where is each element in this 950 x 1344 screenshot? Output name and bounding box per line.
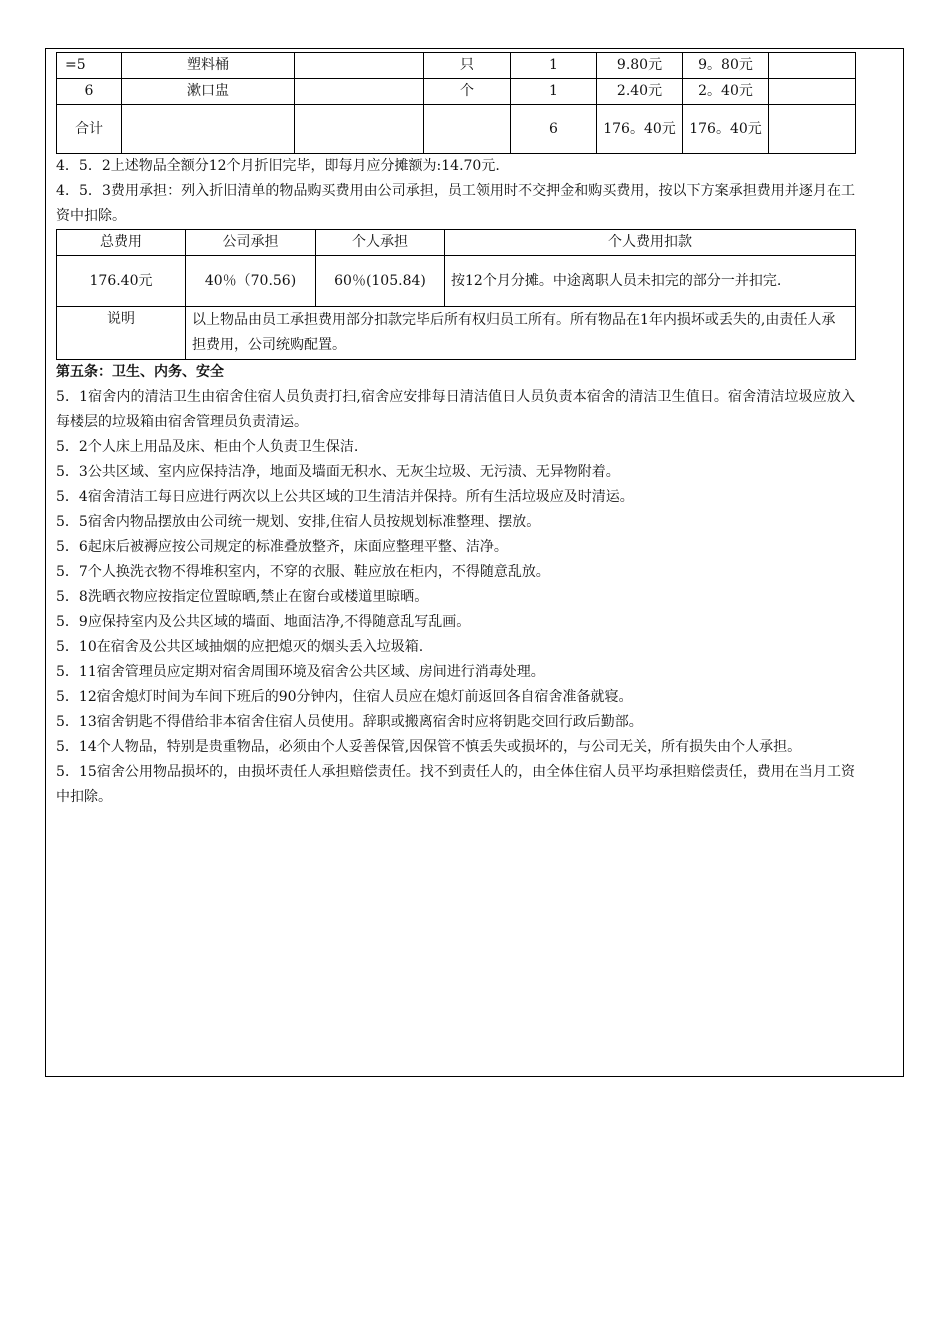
cost-personal: 60％(105.84) <box>316 256 445 307</box>
total-label: 合计 <box>57 105 122 154</box>
document-frame <box>45 48 904 1077</box>
list-item: 5．2个人床上用品及床、柜由个人负责卫生保洁. <box>56 439 359 455</box>
total-spec <box>295 105 424 154</box>
article-5-list <box>56 385 855 810</box>
item-no: 6 <box>57 79 122 105</box>
list-item: 5．15宿舍公用物品损坏的，由损坏责任人承担赔偿责任。找不到责任人的，由全体住宿人员平均承担赔偿责任，费用在当月工资中扣除。 <box>56 764 855 805</box>
total-amount: 176。40元 <box>683 105 769 154</box>
cost-value-row <box>57 256 856 307</box>
item-spec <box>295 53 424 79</box>
cost-note-label: 说明 <box>57 307 186 360</box>
cost-header-deduction: 个人费用扣款 <box>445 230 856 256</box>
list-item: 5．7个人换洗衣物不得堆积室内，不穿的衣服、鞋应放在柜内，不得随意乱放。 <box>56 564 550 580</box>
total-row <box>57 105 856 154</box>
list-item: 5．8洗晒衣物应按指定位置晾晒,禁止在窗台或楼道里晾晒。 <box>56 589 429 605</box>
item-table <box>56 52 856 154</box>
cost-total: 176.40元 <box>57 256 186 307</box>
document-content <box>56 52 855 810</box>
cost-header-personal: 个人承担 <box>316 230 445 256</box>
total-note <box>769 105 856 154</box>
list-item: 5．6起床后被褥应按公司规定的标准叠放整齐，床面应整理平整、洁净。 <box>56 539 508 555</box>
item-amount: 9。80元 <box>683 53 769 79</box>
item-unit: 只 <box>424 53 511 79</box>
item-price: 2.40元 <box>597 79 683 105</box>
item-amount: 2。40元 <box>683 79 769 105</box>
cost-company: 40％（70.56) <box>186 256 316 307</box>
cost-header-row <box>57 230 856 256</box>
list-item: 5．13宿舍钥匙不得借给非本宿舍住宿人员使用。辞职或搬离宿舍时应将钥匙交回行政后勤部。 <box>56 714 643 730</box>
table-row <box>57 53 856 79</box>
item-qty: 1 <box>511 53 597 79</box>
total-price: 176。40元 <box>597 105 683 154</box>
item-qty: 1 <box>511 79 597 105</box>
paragraph-4-5-3: 4．5．3费用承担：列入折旧清单的物品购买费用由公司承担，员工领用时不交押金和购买费用，按以下方案承担费用并逐月在工资中扣除。 <box>56 183 855 224</box>
cost-note-row <box>57 307 856 360</box>
total-unit <box>424 105 511 154</box>
table-row <box>57 79 856 105</box>
item-note <box>769 79 856 105</box>
item-name: 塑料桶 <box>122 53 295 79</box>
cost-header-total: 总费用 <box>57 230 186 256</box>
list-item: 5．1宿舍内的清洁卫生由宿舍住宿人员负责打扫,宿舍应安排每日清洁值日人员负责本宿舍的清洁卫生值日。宿舍清洁垃圾应放入每楼层的垃圾箱由宿舍管理员负责清运。 <box>56 389 855 430</box>
list-item: 5．12宿舍熄灯时间为车间下班后的90分钟内，住宿人员应在熄灯前返回各自宿舍准备就寝。 <box>56 689 633 705</box>
list-item: 5．10在宿舍及公共区域抽烟的应把熄灭的烟头丢入垃圾箱. <box>56 639 424 655</box>
cost-deduction: 按12个月分摊。中途离职人员未扣完的部分一并扣完. <box>445 256 856 307</box>
total-qty: 6 <box>511 105 597 154</box>
list-item: 5．11宿舍管理员应定期对宿舍周围环境及宿舍公共区域、房间进行消毒处理。 <box>56 664 545 680</box>
cost-note-text: 以上物品由员工承担费用部分扣款完毕后所有权归员工所有。所有物品在1年内损坏或丢失的,由责任人承担费用，公司统购配置。 <box>186 307 856 360</box>
item-price: 9.80元 <box>597 53 683 79</box>
list-item: 5．3公共区域、室内应保持洁净，地面及墙面无积水、无灰尘垃圾、无污渍、无异物附着。 <box>56 464 620 480</box>
cost-header-company: 公司承担 <box>186 230 316 256</box>
item-unit: 个 <box>424 79 511 105</box>
cost-table <box>56 229 856 360</box>
item-no: =5 <box>57 53 122 79</box>
article-5-title: 第五条：卫生、内务、安全 <box>56 364 224 380</box>
list-item: 5．5宿舍内物品摆放由公司统一规划、安排,住宿人员按规划标准整理、摆放。 <box>56 514 541 530</box>
item-note <box>769 53 856 79</box>
total-name <box>122 105 295 154</box>
list-item: 5．9应保持室内及公共区域的墙面、地面洁净,不得随意乱写乱画。 <box>56 614 471 630</box>
item-spec <box>295 79 424 105</box>
item-name: 漱口盅 <box>122 79 295 105</box>
list-item: 5．4宿舍清洁工每日应进行两次以上公共区域的卫生清洁并保持。所有生活垃圾应及时清运。 <box>56 489 634 505</box>
list-item: 5．14个人物品，特别是贵重物品，必须由个人妥善保管,因保管不慎丢失或损坏的，与公司无关，所有损失由个人承担。 <box>56 739 802 755</box>
paragraph-4-5-2: 4．5．2上述物品全额分12个月折旧完毕，即每月应分摊额为:14.70元. <box>56 158 500 174</box>
